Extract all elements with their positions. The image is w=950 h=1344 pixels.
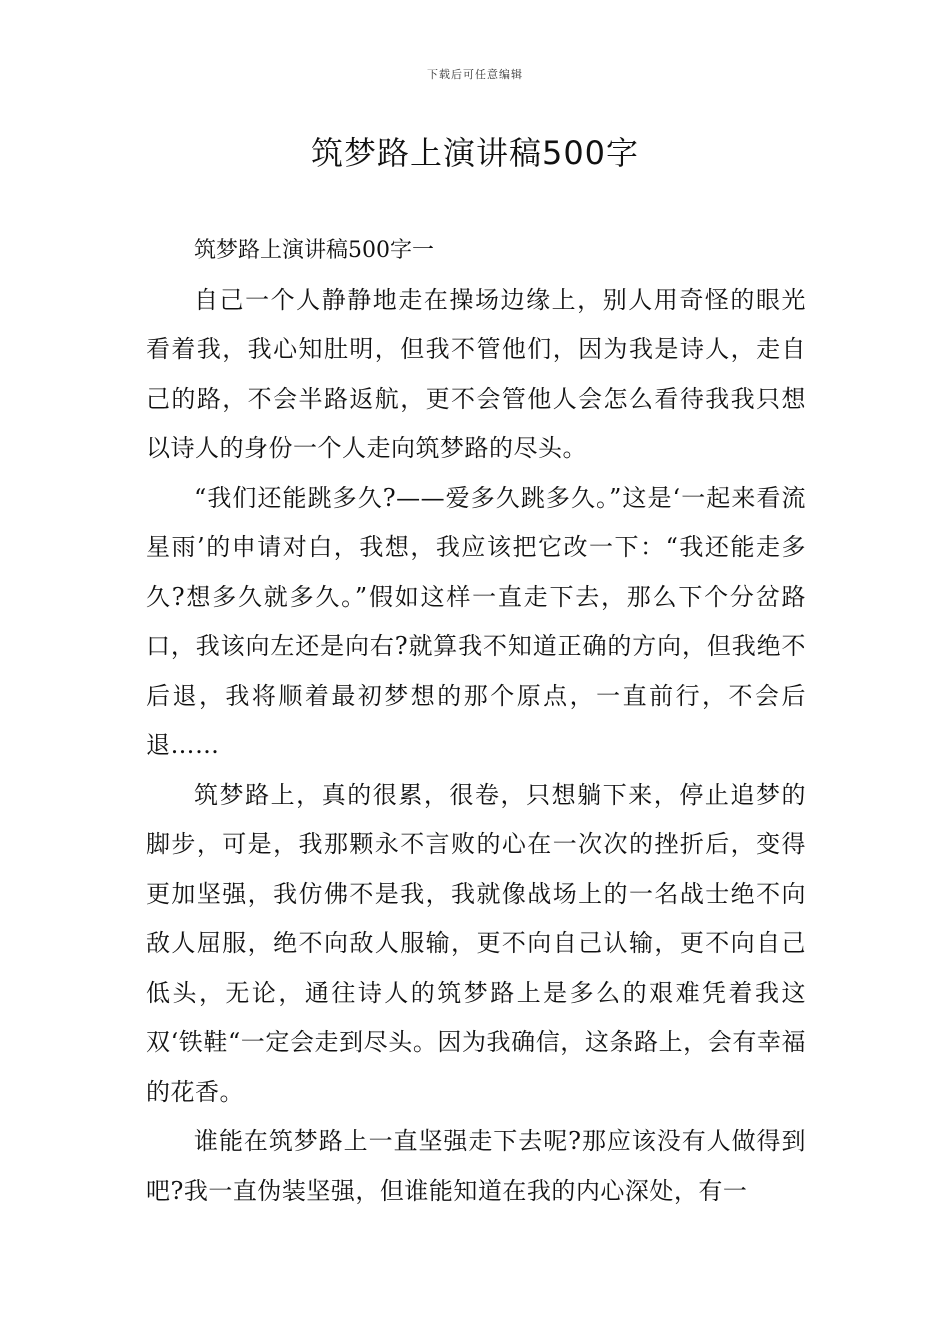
document-body [146, 226, 806, 1216]
header-note: 下载后可任意编辑 [427, 68, 523, 81]
paragraph-1: 自己一个人静静地走在操场边缘上，别人用奇怪的眼光看着我，我心知肚明，但我不管他们，因为我是诗人，走自己的路，不会半路返航，更不会管他人会怎么看待我我只想以诗人的身份一个人走向筑梦路的尽头。 [146, 285, 806, 462]
paragraph-3: 筑梦路上，真的很累，很卷，只想躺下来，停止追梦的脚步，可是，我那颗永不言败的心在一次次的挫折后，变得更加坚强，我仿佛不是我，我就像战场上的一名战士绝不向敌人屈服，绝不向敌人服输，更不向自己认输，更不向自己低头，无论，通往诗人的筑梦路上是多么的艰难凭着我这双‘铁鞋“一定会走到尽头。因为我确信，这条路上，会有幸福的花香。 [146, 780, 806, 1106]
document-title: 筑梦路上演讲稿500字 [310, 134, 640, 172]
paragraph-2: “我们还能跳多久?——爱多久跳多久。”这是‘一起来看流星雨’的申请对白，我想，我应该把它改一下：“我还能走多久?想多久就多久。”假如这样一直走下去，那么下个分岔路口，我该向左还是向右?就算我不知道正确的方向，但我绝不后退，我将顺着最初梦想的那个原点，一直前行，不会后退…… [146, 483, 806, 759]
section-subheading: 筑梦路上演讲稿500字一 [194, 238, 434, 263]
paragraph-4: 谁能在筑梦路上一直坚强走下去呢?那应该没有人做得到吧?我一直伪装坚强，但谁能知道在我的内心深处，有一 [146, 1127, 806, 1205]
